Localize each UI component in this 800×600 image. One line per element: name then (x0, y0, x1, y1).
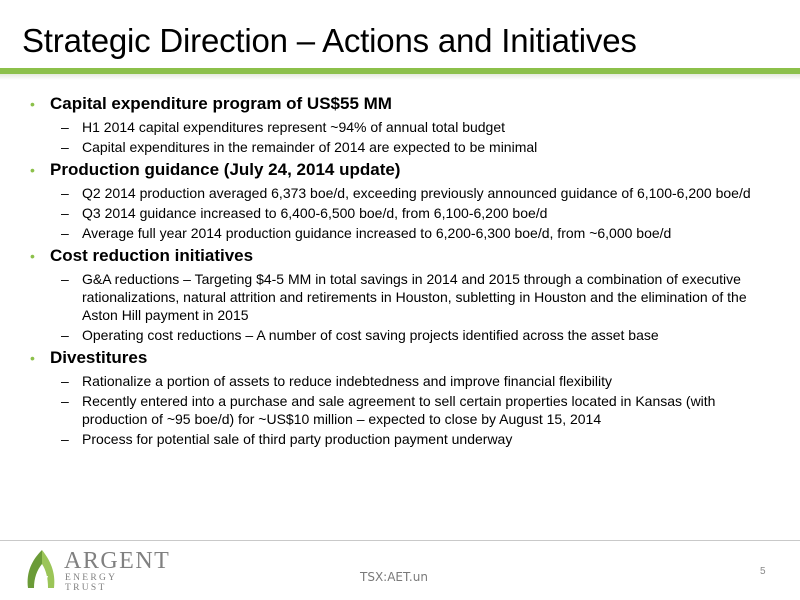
dash-icon: – (61, 271, 69, 287)
sub-bullet (30, 326, 770, 344)
sub-bullet-text: Q2 2014 production averaged 6,373 boe/d, exceeding previously announced guidance of 6,100-6,200 boe/d (82, 185, 751, 201)
slide-title: Strategic Direction – Actions and Initiatives (22, 22, 637, 59)
bullet-label: Production guidance (July 24, 2014 update) (50, 160, 401, 179)
bullet-dot-icon: • (30, 162, 35, 178)
sub-bullet (30, 372, 770, 390)
company-logo (22, 548, 171, 593)
sub-bullet-text: G&A reductions – Targeting $4-5 MM in total savings in 2014 and 2015 through a combination of executive rationalizations, natural attrition and retirements in Houston, subletting in Houston and the elimination of the Aston Hill payment in 2015 (82, 271, 747, 323)
bullet-production-guidance (30, 160, 770, 180)
footer-divider (0, 540, 800, 541)
dash-icon: – (61, 327, 69, 343)
dash-icon: – (61, 393, 69, 409)
dash-icon: – (61, 139, 69, 155)
dash-icon: – (61, 205, 69, 221)
dash-icon: – (61, 431, 69, 447)
sub-bullet-text: Operating cost reductions – A number of cost saving projects identified across the asset base (82, 327, 659, 343)
sub-bullet (30, 204, 770, 222)
slide-content (30, 94, 770, 448)
bullet-label: Divestitures (50, 348, 148, 367)
sub-bullet-text: Rationalize a portion of assets to reduce indebtedness and improve financial flexibility (82, 373, 612, 389)
bullet-dot-icon: • (30, 248, 35, 264)
sub-bullet (30, 118, 770, 136)
sub-bullet (30, 224, 770, 242)
sub-bullet (30, 270, 770, 324)
sub-bullet (30, 392, 770, 428)
sub-bullet-text: Process for potential sale of third party production payment underway (82, 431, 513, 447)
sub-bullet-text: Recently entered into a purchase and sale agreement to sell certain properties located in Kansas (with production of ~95 boe/d) for ~US$10 million – expected to close by August 15, 2014 (82, 393, 716, 427)
bullet-label: Cost reduction initiatives (50, 246, 254, 265)
bullet-label: Capital expenditure program of US$55 MM (50, 94, 392, 113)
sub-bullet-text: Capital expenditures in the remainder of 2014 are expected to be minimal (82, 139, 538, 155)
dash-icon: – (61, 373, 69, 389)
page-number: 5 (760, 566, 766, 577)
logo-subtitle: ENERGY TRUST (65, 573, 117, 593)
dash-icon: – (61, 185, 69, 201)
bullet-dot-icon: • (30, 350, 35, 366)
dash-icon: – (61, 225, 69, 241)
bullet-cost-reduction (30, 246, 770, 266)
leaf-a-logo-icon (22, 548, 62, 590)
sub-bullet (30, 430, 770, 448)
bullet-capex (30, 94, 770, 114)
sub-bullet (30, 184, 770, 202)
bullet-divestitures (30, 348, 770, 368)
sub-bullet (30, 138, 770, 156)
ticker-symbol: TSX:AET.un (360, 570, 428, 584)
sub-bullet-text: Q3 2014 guidance increased to 6,400-6,500 boe/d, from 6,100-6,200 boe/d (82, 205, 548, 221)
sub-bullet-text: Average full year 2014 production guidance increased to 6,200-6,300 boe/d, from ~6,000 boe/d (82, 225, 672, 241)
dash-icon: – (61, 119, 69, 135)
sub-bullet-text: H1 2014 capital expenditures represent ~94% of annual total budget (82, 119, 506, 135)
logo-name: ARGENT (64, 548, 171, 574)
title-bar-shadow (0, 74, 800, 80)
bullet-dot-icon: • (30, 96, 35, 112)
